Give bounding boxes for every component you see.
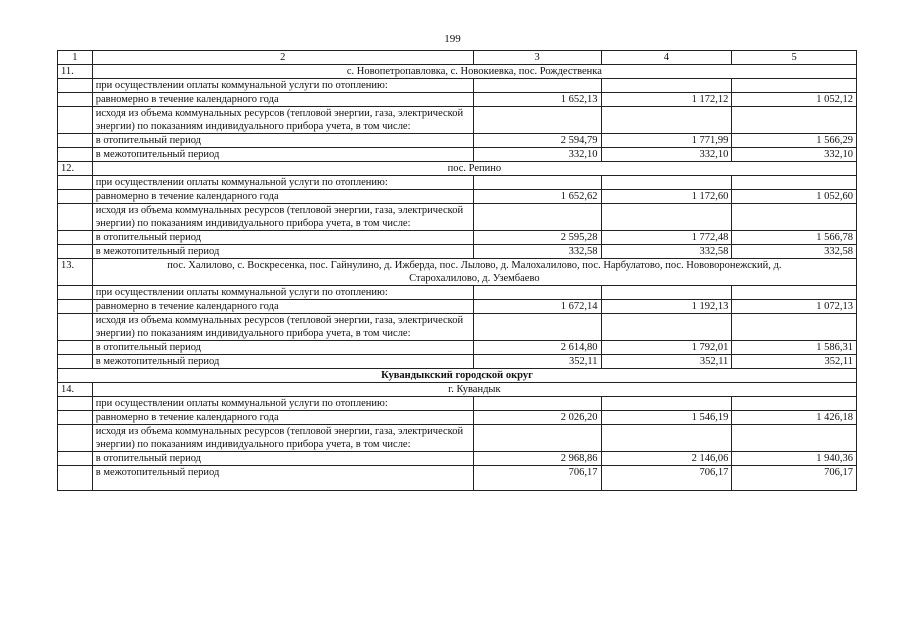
value-col3: 706,17 (473, 466, 601, 491)
section-index: 14. (58, 383, 93, 397)
blank-cell (473, 314, 601, 341)
row-label: при осуществлении оплаты коммунальной услуги по отоплению: (92, 286, 473, 300)
table-row (58, 300, 857, 314)
table-row (58, 341, 857, 355)
value-col3: 2 026,20 (473, 411, 601, 425)
section-heading-row (58, 65, 857, 79)
blank-cell (732, 425, 857, 452)
table-row (58, 134, 857, 148)
settlement-names: г. Кувандык (92, 383, 856, 397)
table-row (58, 93, 857, 107)
row-label: в межотопительный период (92, 466, 473, 491)
blank-cell (473, 204, 601, 231)
row-label: исходя из объема коммунальных ресурсов (тепловой энергии, газа, электрической энергии) по показаниям индивидуального прибора учета, в том числе: (92, 314, 473, 341)
row-label: равномерно в течение календарного года (92, 300, 473, 314)
value-col5: 332,58 (732, 245, 857, 259)
blank-cell (473, 107, 601, 134)
table-row (58, 466, 857, 491)
blank-cell (58, 148, 93, 162)
blank-cell (732, 107, 857, 134)
value-col3: 2 595,28 (473, 231, 601, 245)
value-col4: 1 172,60 (601, 190, 732, 204)
value-col3: 332,10 (473, 148, 601, 162)
table-row (58, 79, 857, 93)
value-col5: 332,10 (732, 148, 857, 162)
blank-cell (601, 425, 732, 452)
blank-cell (732, 176, 857, 190)
value-col4: 1 792,01 (601, 341, 732, 355)
blank-cell (732, 204, 857, 231)
table-row (58, 411, 857, 425)
blank-cell (473, 425, 601, 452)
row-label: в межотопительный период (92, 148, 473, 162)
value-col4: 706,17 (601, 466, 732, 491)
section-heading-row (58, 383, 857, 397)
district-title: Кувандыкский городской округ (58, 369, 857, 383)
value-col5: 1 940,36 (732, 452, 857, 466)
value-col4: 332,10 (601, 148, 732, 162)
row-label: в отопительный период (92, 134, 473, 148)
blank-cell (58, 231, 93, 245)
blank-cell (58, 314, 93, 341)
blank-cell (58, 341, 93, 355)
value-col3: 1 652,13 (473, 93, 601, 107)
table-row (58, 204, 857, 231)
blank-cell (473, 79, 601, 93)
blank-cell (58, 466, 93, 491)
section-heading-row (58, 162, 857, 176)
row-label: в отопительный период (92, 452, 473, 466)
row-label: в межотопительный период (92, 355, 473, 369)
value-col4: 1 192,13 (601, 300, 732, 314)
blank-cell (58, 411, 93, 425)
section-heading-row (58, 259, 857, 286)
table-row (58, 397, 857, 411)
blank-cell (58, 134, 93, 148)
row-label: при осуществлении оплаты коммунальной услуги по отоплению: (92, 79, 473, 93)
table-row (58, 314, 857, 341)
value-col3: 1 672,14 (473, 300, 601, 314)
value-col3: 332,58 (473, 245, 601, 259)
value-col3: 2 614,80 (473, 341, 601, 355)
value-col5: 1 566,78 (732, 231, 857, 245)
value-col3: 1 652,62 (473, 190, 601, 204)
value-col4: 352,11 (601, 355, 732, 369)
blank-cell (58, 190, 93, 204)
blank-cell (473, 286, 601, 300)
value-col5: 1 052,12 (732, 93, 857, 107)
col-number-2: 2 (92, 51, 473, 65)
blank-cell (601, 107, 732, 134)
table-row (58, 425, 857, 452)
blank-cell (58, 355, 93, 369)
section-index: 13. (58, 259, 93, 286)
col-number-4: 4 (601, 51, 732, 65)
value-col3: 352,11 (473, 355, 601, 369)
table-row (58, 231, 857, 245)
value-col5: 1 566,29 (732, 134, 857, 148)
settlement-names: пос. Халилово, с. Воскресенка, пос. Гайнулино, д. Ижберда, пос. Лылово, д. Малохалилово, пос. Нарбулатово, пос. Нововоронежский, д. Старохалилово, д. Узембаево (92, 259, 856, 286)
blank-cell (58, 107, 93, 134)
row-label: при осуществлении оплаты коммунальной услуги по отоплению: (92, 176, 473, 190)
settlement-names: с. Новопетропавловка, с. Новокиевка, пос. Рождественка (92, 65, 856, 79)
blank-cell (58, 79, 93, 93)
blank-cell (601, 79, 732, 93)
blank-cell (58, 93, 93, 107)
row-label: в отопительный период (92, 231, 473, 245)
value-col4: 1 172,12 (601, 93, 732, 107)
blank-cell (601, 286, 732, 300)
col-number-5: 5 (732, 51, 857, 65)
value-col4: 1 546,19 (601, 411, 732, 425)
blank-cell (58, 397, 93, 411)
value-col5: 1 072,13 (732, 300, 857, 314)
blank-cell (601, 397, 732, 411)
district-heading-row (58, 369, 857, 383)
row-label: в межотопительный период (92, 245, 473, 259)
column-number-row (58, 51, 857, 65)
blank-cell (58, 204, 93, 231)
value-col4: 332,58 (601, 245, 732, 259)
blank-cell (601, 204, 732, 231)
value-col5: 706,17 (732, 466, 857, 491)
blank-cell (732, 286, 857, 300)
value-col4: 2 146,06 (601, 452, 732, 466)
table-row (58, 176, 857, 190)
section-index: 11. (58, 65, 93, 79)
blank-cell (58, 452, 93, 466)
value-col4: 1 772,48 (601, 231, 732, 245)
row-label: равномерно в течение календарного года (92, 190, 473, 204)
blank-cell (732, 314, 857, 341)
blank-cell (58, 286, 93, 300)
value-col5: 352,11 (732, 355, 857, 369)
blank-cell (732, 79, 857, 93)
value-col3: 2 968,86 (473, 452, 601, 466)
blank-cell (58, 300, 93, 314)
table-row (58, 148, 857, 162)
row-label: исходя из объема коммунальных ресурсов (тепловой энергии, газа, электрической энергии) по показаниям индивидуального прибора учета, в том числе: (92, 204, 473, 231)
blank-cell (601, 314, 732, 341)
blank-cell (473, 397, 601, 411)
value-col5: 1 586,31 (732, 341, 857, 355)
col-number-3: 3 (473, 51, 601, 65)
row-label: в отопительный период (92, 341, 473, 355)
tariff-table (57, 50, 857, 491)
table-row (58, 452, 857, 466)
table-row (58, 245, 857, 259)
section-index: 12. (58, 162, 93, 176)
row-label: исходя из объема коммунальных ресурсов (тепловой энергии, газа, электрической энергии) по показаниям индивидуального прибора учета, в том числе: (92, 425, 473, 452)
value-col4: 1 771,99 (601, 134, 732, 148)
blank-cell (58, 425, 93, 452)
settlement-names: пос. Репино (92, 162, 856, 176)
table-row (58, 107, 857, 134)
row-label: равномерно в течение календарного года (92, 93, 473, 107)
blank-cell (732, 397, 857, 411)
blank-cell (58, 176, 93, 190)
value-col3: 2 594,79 (473, 134, 601, 148)
row-label: исходя из объема коммунальных ресурсов (тепловой энергии, газа, электрической энергии) по показаниям индивидуального прибора учета, в том числе: (92, 107, 473, 134)
blank-cell (473, 176, 601, 190)
blank-cell (601, 176, 732, 190)
table-row (58, 355, 857, 369)
value-col5: 1 052,60 (732, 190, 857, 204)
table-row (58, 190, 857, 204)
col-number-1: 1 (58, 51, 93, 65)
table-row (58, 286, 857, 300)
row-label: при осуществлении оплаты коммунальной услуги по отоплению: (92, 397, 473, 411)
blank-cell (58, 245, 93, 259)
row-label: равномерно в течение календарного года (92, 411, 473, 425)
value-col5: 1 426,18 (732, 411, 857, 425)
page-number: 199 (444, 33, 461, 45)
